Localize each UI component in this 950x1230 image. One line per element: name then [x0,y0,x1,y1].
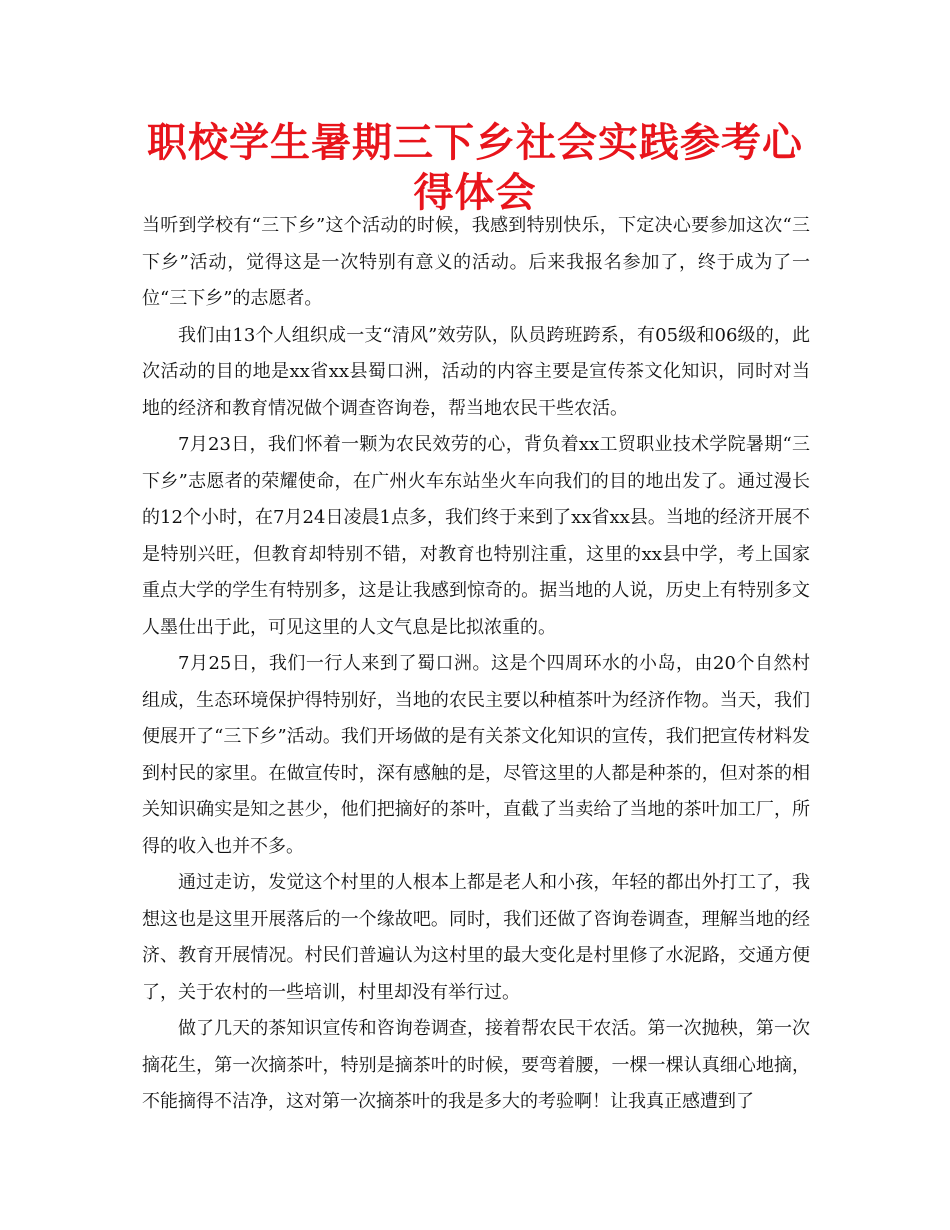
paragraph-5: 通过走访，发觉这个村里的人根本上都是老人和小孩，年轻的都出外打工了，我想这也是这里开展落后的一个缘故吧。同时，我们还做了咨询卷调查，理解当地的经济、教育开展情况。村民们普遍认为这村里的最大变化是村里修了水泥路，交通方便了，关于农村的一些培训，村里却没有举行过。 [142,872,810,1003]
paragraph-1: 当听到学校有“三下乡”这个活动的时候，我感到特别快乐，下定决心要参加这次“三下乡”活动，觉得这是一次特别有意义的活动。后来我报名参加了，终于成为了一位“三下乡”的志愿者。 [142,215,810,309]
paragraph-4: 7月25日，我们一行人来到了蜀口洲。这是个四周环水的小岛，由20个自然村组成，生态环境保护得特别好，当地的农民主要以种植茶叶为经济作物。当天，我们便展开了“三下乡”活动。我们开场做的是有关茶文化知识的宣传，我们把宣传材料发到村民的家里。在做宣传时，深有感触的是，尽管这里的人都是种茶的，但对茶的相关知识确实是知之甚少，他们把摘好的茶叶，直截了当卖给了当地的茶叶加工厂，所得的收入也并不多。 [142,653,810,857]
paragraph-2: 我们由13个人组织成一支“清风”效劳队，队员跨班跨系，有05级和06级的，此次活动的目的地是xx省xx县蜀口洲，活动的内容主要是宣传茶文化知识，同时对当地的经济和教育情况做个调查咨询卷，帮当地农民干些农活。 [142,324,810,419]
paragraph-3: 7月23日，我们怀着一颗为农民效劳的心，背负着xx工贸职业技术学院暑期“三下乡”志愿者的荣耀使命，在广州火车东站坐火车向我们的目的地出发了。通过漫长的12个小时，在7月24日凌晨1点多，我们终于来到了xx省xx县。当地的经济开展不是特别兴旺，但教育却特别不错，对教育也特别注重，这里的xx县中学，考上国家重点大学的学生有特别多，这是让我感到惊奇的。据当地的人说，历史上有特别多文人墨仕出于此，可见这里的人文气息是比拟浓重的。 [142,434,810,638]
paragraph-6: 做了几天的茶知识宣传和咨询卷调查，接着帮农民干农活。第一次抛秧，第一次摘花生，第一次摘茶叶，特别是摘茶叶的时候，要弯着腰，一棵一棵认真细心地摘，不能摘得不洁净，这对第一次摘茶叶的我是多大的考验啊！让我真正感遭到了 [142,1018,810,1112]
document-body [142,208,810,1121]
document-title: 职校学生暑期三下乡社会实践参考心得体会 [147,120,803,216]
